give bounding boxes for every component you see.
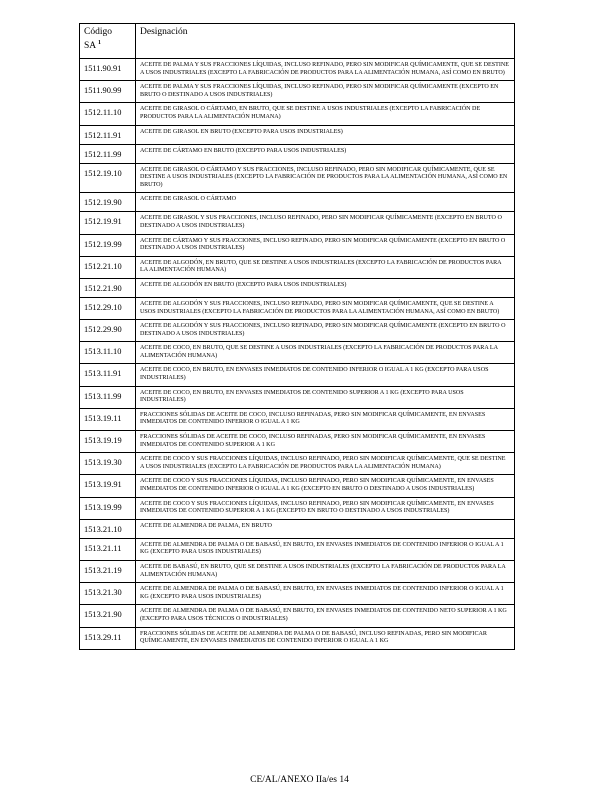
- table-row: [80, 605, 515, 627]
- designation-cell: ACEITE DE CÁRTAMO EN BRUTO (EXCEPTO PARA USOS INDUSTRIALES): [136, 144, 515, 163]
- table-row: [80, 320, 515, 342]
- hs-code-cell: 1512.11.99: [80, 144, 136, 163]
- hs-code-cell: 1512.11.91: [80, 125, 136, 144]
- hs-code-cell: 1511.90.99: [80, 81, 136, 103]
- table-body: [80, 59, 515, 650]
- designation-cell: ACEITE DE GIRASOL O CÁRTAMO Y SUS FRACCIONES, INCLUSO REFINADO, PERO SIN MODIFICAR QUÍMICAMENTE, QUE SE DESTINE A USOS INDUSTRIALES (EXCEPTO LA FABRICACIÓN DE PRODUCTOS PARA LA ALIMENTACIÓN HUMANA, ASÍ COMO EN BRUTO): [136, 163, 515, 193]
- header-code-line2: SA: [84, 41, 96, 52]
- table-row: [80, 144, 515, 163]
- designation-cell: ACEITE DE BABASÚ, EN BRUTO, QUE SE DESTINE A USOS INDUSTRIALES (EXCEPTO LA FABRICACIÓN DE PRODUCTOS PARA LA ALIMENTACIÓN HUMANA): [136, 560, 515, 582]
- table-row: [80, 256, 515, 278]
- hs-code-cell: 1511.90.91: [80, 59, 136, 81]
- designation-cell: ACEITE DE GIRASOL EN BRUTO (EXCEPTO PARA USOS INDUSTRIALES): [136, 125, 515, 144]
- designation-cell: ACEITE DE GIRASOL O CÁRTAMO, EN BRUTO, QUE SE DESTINE A USOS INDUSTRIALES (EXCEPTO LA FABRICACIÓN DE PRODUCTOS PARA LA ALIMENTACIÓN HUMANA): [136, 103, 515, 125]
- table-row: [80, 538, 515, 560]
- hs-code-cell: 1512.19.90: [80, 193, 136, 212]
- designation-cell: ACEITE DE ALMENDRA DE PALMA O DE BABASÚ, EN BRUTO, EN ENVASES INMEDIATOS DE CONTENIDO NETO SUPERIOR A 1 KG (EXCEPTO PARA USOS TÉCNICOS O INDUSTRIALES): [136, 605, 515, 627]
- table-row: [80, 519, 515, 538]
- hs-code-cell: 1513.29.11: [80, 627, 136, 649]
- table-row: [80, 583, 515, 605]
- designation-cell: ACEITE DE CÁRTAMO Y SUS FRACCIONES, INCLUSO REFINADO, PERO SIN MODIFICAR QUÍMICAMENTE (EXCEPTO EN BRUTO O DESTINADO A USOS INDUSTRIALES): [136, 234, 515, 256]
- hs-code-cell: 1512.19.99: [80, 234, 136, 256]
- table-row: [80, 297, 515, 319]
- hs-code-cell: 1512.29.90: [80, 320, 136, 342]
- hs-code-cell: 1512.19.91: [80, 212, 136, 234]
- designation-cell: FRACCIONES SÓLIDAS DE ACEITE DE ALMENDRA DE PALMA O DE BABASÚ, INCLUSO REFINADAS, PERO SIN MODIFICAR QUÍMICAMENTE, EN ENVASES INMEDIATOS DE CONTENIDO INFERIOR O IGUAL A 1 KG: [136, 627, 515, 649]
- designation-cell: ACEITE DE COCO, EN BRUTO, QUE SE DESTINE A USOS INDUSTRIALES (EXCEPTO LA FABRICACIÓN DE PRODUCTOS PARA LA ALIMENTACIÓN HUMANA): [136, 342, 515, 364]
- hs-code-cell: 1513.11.91: [80, 364, 136, 386]
- footnote-marker: 1: [98, 40, 101, 46]
- designation-cell: ACEITE DE COCO, EN BRUTO, EN ENVASES INMEDIATOS DE CONTENIDO INFERIOR O IGUAL A 1 KG (EXCEPTO PARA USOS INDUSTRIALES): [136, 364, 515, 386]
- hs-code-cell: 1512.19.10: [80, 163, 136, 193]
- table-row: [80, 59, 515, 81]
- designation-cell: ACEITE DE ALGODÓN EN BRUTO (EXCEPTO PARA USOS INDUSTRIALES): [136, 278, 515, 297]
- table-row: [80, 234, 515, 256]
- hs-code-cell: 1513.21.30: [80, 583, 136, 605]
- designation-cell: ACEITE DE GIRASOL O CÁRTAMO: [136, 193, 515, 212]
- designation-cell: FRACCIONES SÓLIDAS DE ACEITE DE COCO, INCLUSO REFINADAS, PERO SIN MODIFICAR QUÍMICAMENTE, EN ENVASES INMEDIATOS DE CONTENIDO INFERIOR O IGUAL A 1 KG: [136, 408, 515, 430]
- table-row: [80, 408, 515, 430]
- table-row: [80, 431, 515, 453]
- page-footer: CE/AL/ANEXO IIa/es 14: [250, 775, 349, 785]
- designation-cell: ACEITE DE ALGODÓN Y SUS FRACCIONES, INCLUSO REFINADO, PERO SIN MODIFICAR QUÍMICAMENTE, QUE SE DESTINE A USOS INDUSTRIALES (EXCEPTO LA FABRICACIÓN DE PRODUCTOS PARA LA ALIMENTACIÓN HUMANA, ASÍ COMO EN BRUTO): [136, 297, 515, 319]
- table-row: [80, 342, 515, 364]
- hs-code-cell: 1513.19.30: [80, 453, 136, 475]
- designation-cell: FRACCIONES SÓLIDAS DE ACEITE DE COCO, INCLUSO REFINADAS, PERO SIN MODIFICAR QUÍMICAMENTE, EN ENVASES INMEDIATOS DE CONTENIDO SUPERIOR A 1 KG: [136, 431, 515, 453]
- designation-cell: ACEITE DE COCO Y SUS FRACCIONES LÍQUIDAS, INCLUSO REFINADO, PERO SIN MODIFICAR QUÍMICAMENTE, EN ENVASES INMEDIATOS DE CONTENIDO SUPERIOR A 1 KG (EXCEPTO EN BRUTO O DESTINADO A USOS INDUSTRIALES): [136, 497, 515, 519]
- hs-code-cell: 1513.11.99: [80, 386, 136, 408]
- designation-cell: ACEITE DE COCO, EN BRUTO, EN ENVASES INMEDIATOS DE CONTENIDO SUPERIOR A 1 KG (EXCEPTO PARA USOS INDUSTRIALES): [136, 386, 515, 408]
- header-code-line1: Código: [84, 27, 112, 37]
- hs-code-cell: 1513.21.19: [80, 560, 136, 582]
- hs-code-cell: 1513.19.11: [80, 408, 136, 430]
- table-row: [80, 627, 515, 649]
- hs-code-cell: 1513.19.19: [80, 431, 136, 453]
- table-row: [80, 475, 515, 497]
- table-row: [80, 125, 515, 144]
- header-designation: Designación: [136, 24, 515, 59]
- table-row: [80, 560, 515, 582]
- table-row: [80, 497, 515, 519]
- hs-code-cell: 1512.11.10: [80, 103, 136, 125]
- hs-code-cell: 1513.19.91: [80, 475, 136, 497]
- designation-cell: ACEITE DE ALMENDRA DE PALMA O DE BABASÚ, EN BRUTO, EN ENVASES INMEDIATOS DE CONTENIDO INFERIOR O IGUAL A 1 KG (EXCEPTO PARA USOS INDUSTRIALES): [136, 538, 515, 560]
- hs-code-cell: 1513.19.99: [80, 497, 136, 519]
- hs-code-cell: 1512.21.10: [80, 256, 136, 278]
- hs-code-cell: 1512.21.90: [80, 278, 136, 297]
- designation-cell: ACEITE DE ALMENDRA DE PALMA, EN BRUTO: [136, 519, 515, 538]
- designation-cell: ACEITE DE PALMA Y SUS FRACCIONES LÍQUIDAS, INCLUSO REFINADO, PERO SIN MODIFICAR QUÍMICAMENTE, QUE SE DESTINE A USOS INDUSTRIALES (EXCEPTO LA FABRICACIÓN DE PRODUCTOS PARA LA ALIMENTACIÓN HUMANA, ASÍ COMO EN BRUTO): [136, 59, 515, 81]
- hs-code-cell: 1513.11.10: [80, 342, 136, 364]
- table-row: [80, 193, 515, 212]
- hs-code-cell: 1513.21.10: [80, 519, 136, 538]
- designation-cell: ACEITE DE COCO Y SUS FRACCIONES LÍQUIDAS, INCLUSO REFINADO, PERO SIN MODIFICAR QUÍMICAMENTE, QUE SE DESTINE A USOS INDUSTRIALES (EXCEPTO LA FABRICACIÓN DE PRODUCTOS PARA LA ALIMENTACIÓN HUMANA): [136, 453, 515, 475]
- designation-cell: ACEITE DE ALGODÓN, EN BRUTO, QUE SE DESTINE A USOS INDUSTRIALES (EXCEPTO LA FABRICACIÓN DE PRODUCTOS PARA LA ALIMENTACIÓN HUMANA): [136, 256, 515, 278]
- hs-code-cell: 1513.21.11: [80, 538, 136, 560]
- designation-cell: ACEITE DE PALMA Y SUS FRACCIONES LÍQUIDAS, INCLUSO REFINADO, PERO SIN MODIFICAR QUÍMICAMENTE (EXCEPTO EN BRUTO O DESTINADO A USOS INDUSTRIALES): [136, 81, 515, 103]
- table-row: [80, 212, 515, 234]
- designation-cell: ACEITE DE COCO Y SUS FRACCIONES LÍQUIDAS, INCLUSO REFINADO, PERO SIN MODIFICAR QUÍMICAMENTE, EN ENVASES INMEDIATOS DE CONTENIDO INFERIOR O IGUAL A 1 KG (EXCEPTO EN BRUTO O DESTINADO A USOS INDUSTRIALES): [136, 475, 515, 497]
- tariff-table: [79, 23, 515, 650]
- table-row: [80, 81, 515, 103]
- table-row: [80, 364, 515, 386]
- hs-code-cell: 1513.21.90: [80, 605, 136, 627]
- designation-cell: ACEITE DE ALGODÓN Y SUS FRACCIONES, INCLUSO REFINADO, PERO SIN MODIFICAR QUÍMICAMENTE (EXCEPTO EN BRUTO O DESTINADO A USOS INDUSTRIALES): [136, 320, 515, 342]
- hs-code-cell: 1512.29.10: [80, 297, 136, 319]
- table-row: [80, 453, 515, 475]
- header-code: [80, 24, 136, 59]
- table-row: [80, 163, 515, 193]
- designation-cell: ACEITE DE GIRASOL Y SUS FRACCIONES, INCLUSO REFINADO, PERO SIN MODIFICAR QUÍMICAMENTE (EXCEPTO EN BRUTO O DESTINADO A USOS INDUSTRIALES): [136, 212, 515, 234]
- table-row: [80, 386, 515, 408]
- table-header-row: [80, 24, 515, 59]
- table-row: [80, 278, 515, 297]
- table-row: [80, 103, 515, 125]
- designation-cell: ACEITE DE ALMENDRA DE PALMA O DE BABASÚ, EN BRUTO, EN ENVASES INMEDIATOS DE CONTENIDO INFERIOR O IGUAL A 1 KG (EXCEPTO PARA USOS INDUSTRIALES): [136, 583, 515, 605]
